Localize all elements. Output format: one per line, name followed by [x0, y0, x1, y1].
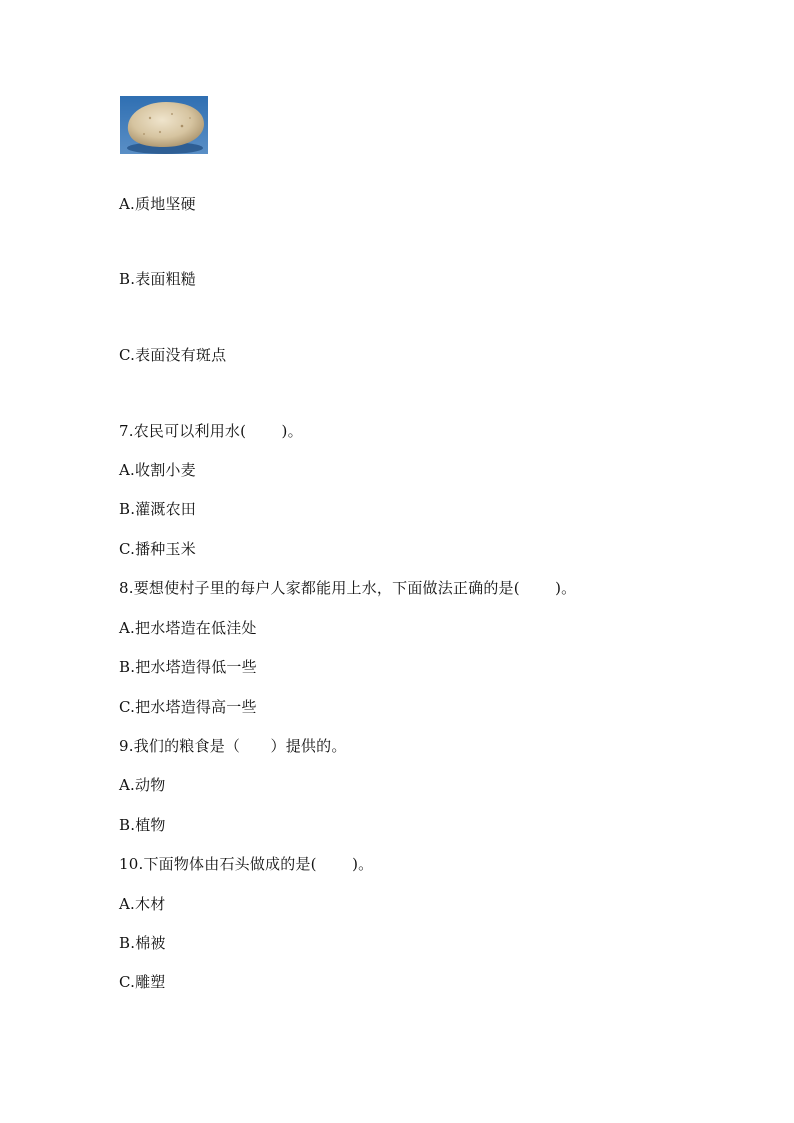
question-7-option-a[interactable]: A.收割小麦 — [119, 461, 196, 479]
prev-option-a[interactable]: A.质地坚硬 — [119, 195, 196, 213]
question-8-option-b[interactable]: B.把水塔造得低一些 — [119, 658, 257, 676]
question-8-stem: 8.要想使村子里的每户人家都能用上水，下面做法正确的是( )。 — [119, 579, 577, 597]
question-9-stem: 9.我们的粮食是（ ）提供的。 — [119, 737, 347, 755]
question-7-option-c[interactable]: C.播种玉米 — [119, 540, 196, 558]
question-10-stem: 10.下面物体由石头做成的是( )。 — [119, 855, 374, 873]
question-10-option-b[interactable]: B.棉被 — [119, 934, 166, 952]
question-7-stem: 7.农民可以利用水( )。 — [119, 422, 303, 440]
stone-photo — [120, 96, 208, 154]
question-8-option-a[interactable]: A.把水塔造在低洼处 — [119, 619, 257, 637]
prev-option-c[interactable]: C.表面没有斑点 — [119, 346, 227, 364]
question-10-option-c[interactable]: C.雕塑 — [119, 973, 166, 991]
question-9-option-a[interactable]: A.动物 — [119, 776, 166, 794]
question-10-option-a[interactable]: A.木材 — [119, 895, 166, 913]
question-9-option-b[interactable]: B.植物 — [119, 816, 166, 834]
question-7-option-b[interactable]: B.灌溉农田 — [119, 500, 196, 518]
pebble-image — [120, 96, 208, 154]
prev-option-b[interactable]: B.表面粗糙 — [119, 270, 196, 288]
question-8-option-c[interactable]: C.把水塔造得高一些 — [119, 698, 257, 716]
